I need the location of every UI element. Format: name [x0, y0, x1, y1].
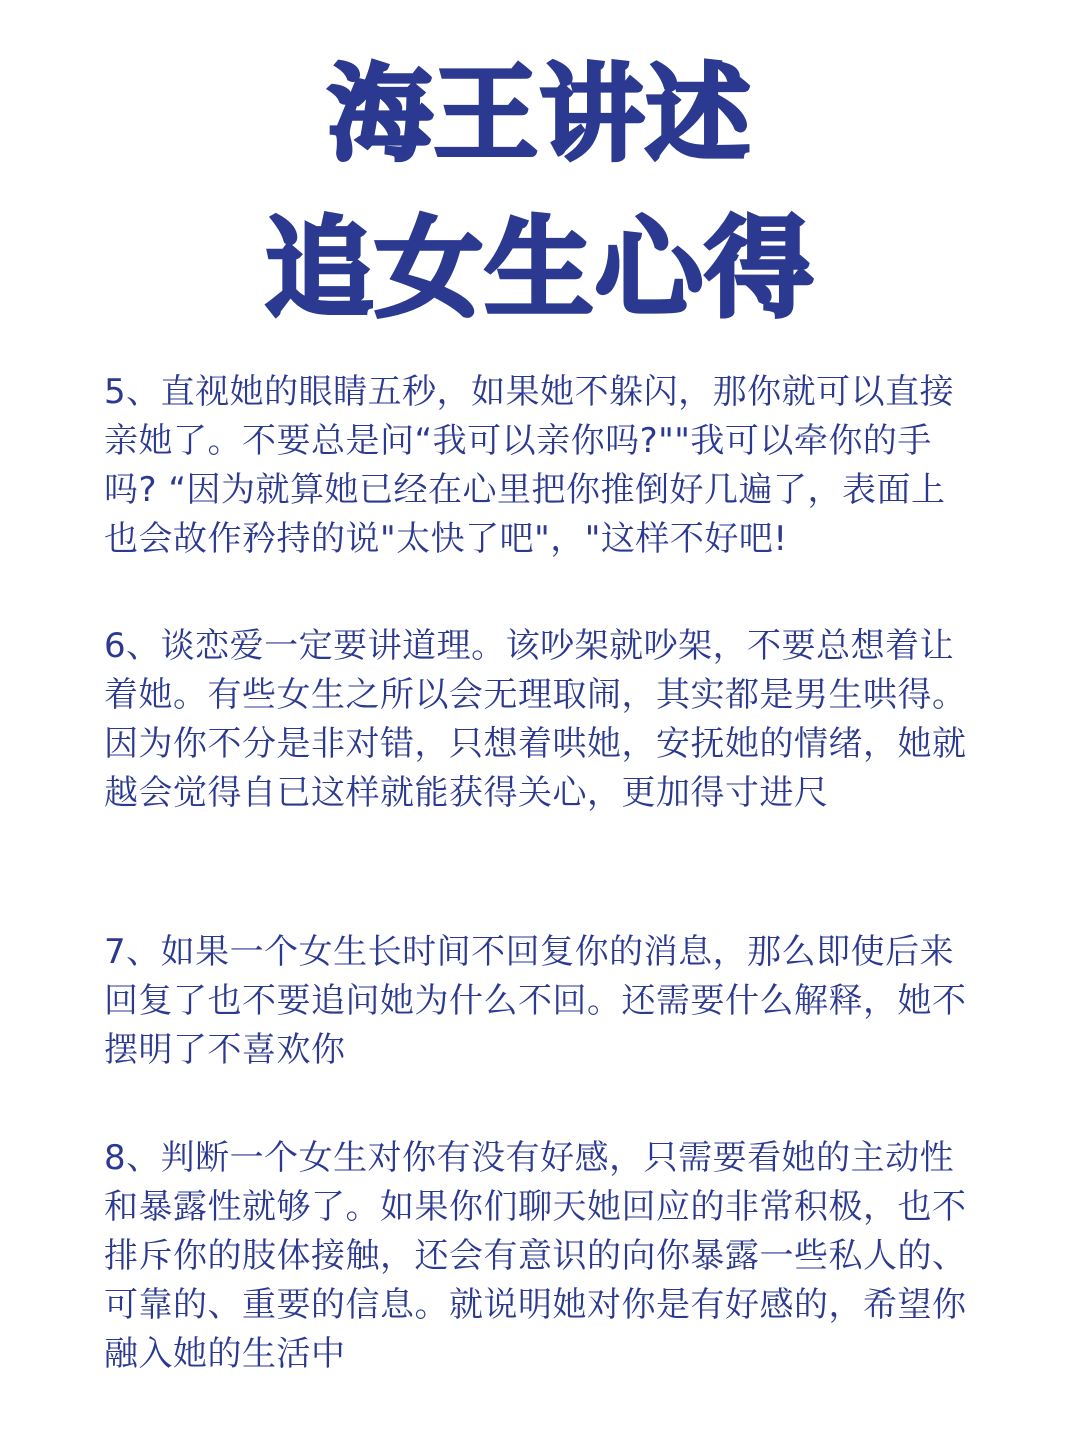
paragraph-tip-6: 6、谈恋爱一定要讲道理。该吵架就吵架，不要总想着让着她。有些女生之所以会无理取闹，其实都是男生哄得。因为你不分是非对错，只想着哄她，安抚她的情绪，她就越会觉得自已这样就能获得关心，更加得寸进尺 [104, 626, 967, 813]
paragraph-tip-8: 8、判断一个女生对你有没有好感，只需要看她的主动性和暴露性就够了。如果你们聊天她回应的非常积极，也不排斥你的肢体接触，还会有意识的向你暴露一些私人的、可靠的、重要的信息。就说明她对你是有好感的，希望你融入她的生活中 [104, 1138, 967, 1374]
paragraph-tip-7: 7、如果一个女生长时间不回复你的消息，那么即使后来回复了也不要追问她为什么不回。还需要什么解释，她不摆明了不喜欢你 [104, 932, 967, 1070]
title-line-2: 追女生心得 [264, 207, 815, 332]
paragraph-tip-5: 5、直视她的眼睛五秒，如果她不躲闪，那你就可以直接亲她了。不要总是问“我可以亲你吗?""我可以牵你的手吗? “因为就算她已经在心里把你推倒好几遍了，表面上也会故作矜持的说"太快了吧"，"这样不好吧! [104, 372, 955, 559]
title-line-1: 海王讲述 [327, 53, 752, 175]
